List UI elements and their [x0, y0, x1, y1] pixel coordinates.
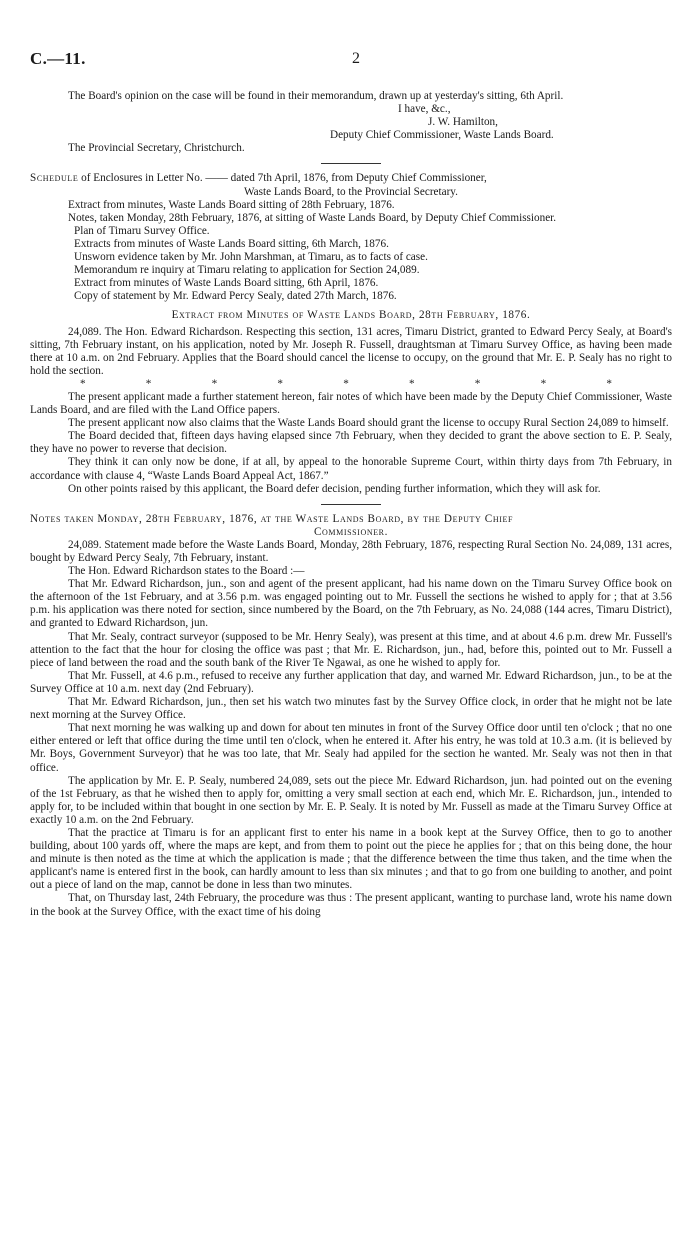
extract-heading: Extract from Minutes of Waste Lands Board, 28th February, 1876. [171, 309, 531, 322]
extract-paragraph: 24,089. The Hon. Edward Richardson. Respecting this section, 131 acres, Timaru District, granted to Edward Percy Sealy, at Board's sitting, 7th February instant, on his application, noted by Mr. Joseph R. Fussell, draughtsman at Timaru Survey Office, as having been made there at 10 a.m. on 2nd February. Applies that the Board should cancel the license to occupy, on the ground that Mr. E. P. Sealy has no right to hold the section. [30, 325, 672, 377]
notes-paragraph: That, on Thursday last, 24th February, the procedure was thus : The present applicant, wanting to purchase land, wrote his name down in the book at the Survey Office, with the exact time of his doing [30, 892, 672, 918]
signature-name: J. W. Hamilton, [428, 116, 498, 129]
signature-title: Deputy Chief Commissioner, Waste Lands Board. [330, 129, 554, 142]
notes-paragraph: The Hon. Edward Richardson states to the Board :— [68, 565, 305, 578]
notes-paragraph: The application by Mr. E. P. Sealy, numbered 24,089, sets out the piece Mr. Edward Richardson, jun. had pointed out on the evening of the 1st February, as that he wished then to apply for, omitting a very small section at each end, which Mr. E. Richardson, jun., intended to apply for, to be included within that bought in one section by Mr. E. P. Sealy. It is noted by Mr. Fussell as made at the Timaru Survey Office at exactly 10 a.m. on the 2nd February. [30, 774, 672, 826]
star: * [408, 377, 415, 390]
page-number: 2 [352, 50, 360, 67]
letter-closing-line: I have, &c., [398, 103, 451, 116]
extract-paragraph: They think it can only now be done, if at all, by appeal to the honorable Supreme Court, within thirty days from 7th February, in accordance with clause 4, “Waste Lands Board Appeal Act, 1867.” [30, 456, 672, 482]
section-divider [321, 504, 381, 505]
notes-paragraph: That next morning he was walking up and down for about ten minutes in front of the Survey Office door until ten o'clock ; that no one either entered or left that office during the time until ten o'clock, when he entered it. After his entry, he was told at 10.3 a.m. (it is believed by Mr. Boys, Government Surveyor) that he was too late, that Mr. Sealy had appiled for the section he wanted. Mr. Sealy was not then in that office. [30, 722, 672, 774]
page-header [30, 49, 672, 72]
schedule-of-enclosures [30, 172, 672, 303]
notes-paragraph: That Mr. Fussell, at 4.6 p.m., refused to receive any further application that day, and warned Mr. Edward Richardson, jun., to be at the Survey Office at 10 a.m. next day (2nd February). [30, 669, 672, 695]
ellipsis-stars [30, 378, 672, 391]
star: * [277, 377, 283, 390]
extract-paragraph: On other points raised by this applicant, the Board defer decision, pending further information, which they will ask for. [68, 482, 601, 495]
notes-heading: Notes taken Monday, 28th February, 1876, at the Waste Lands Board, by the Deputy Chief [30, 512, 514, 525]
schedule-item: Extract from minutes, Waste Lands Board sitting of 28th February, 1876. [68, 198, 395, 211]
schedule-item: Extract from minutes of Waste Lands Board sitting, 6th April, 1876. [74, 277, 379, 290]
schedule-heading-label: Schedule [30, 172, 79, 185]
schedule-item: Unsworn evidence taken by Mr. John Marshman, at Timaru, as to facts of case. [74, 251, 428, 264]
extract-paragraph: The present applicant made a further statement hereon, fair notes of which have been made by the Deputy Chief Commissioner, Waste Lands Board, and are filed with the Land Office papers. [30, 390, 672, 417]
star: * [540, 377, 547, 390]
notes-paragraph: 24,089. Statement made before the Waste Lands Board, Monday, 28th February, 1876, respecting Rural Section No. 24,089, 131 acres, bought by Edward Percy Sealy, 7th February, instant. [30, 538, 672, 564]
notes-paragraph: That Mr. Edward Richardson, jun., son and agent of the present applicant, had his name down on the Timaru Survey Office book on the afternoon of the 1st February, and at 3.56 p.m. was engaged pointing out to Mr. Fussell the sections he wished to apply for ; that at 3.56 p.m. his application was there noted for section, since numbered by the Board, on the 7th February, as No. 24,088 (144 acres, Timaru District), and granted to Edward Richardson, jun. [30, 578, 672, 630]
star: * [474, 377, 481, 390]
schedule-item: Plan of Timaru Survey Office. [74, 224, 210, 237]
schedule-item: Extracts from minutes of Waste Lands Board sitting, 6th March, 1876. [74, 237, 389, 250]
star: * [80, 377, 86, 390]
star: * [211, 377, 218, 390]
extract-paragraph: The present applicant now also claims that the Waste Lands Board should grant the license to occupy Rural Section 24,089 to himself. [68, 417, 669, 430]
addressee: The Provincial Secretary, Christchurch. [68, 142, 245, 155]
letter-closing [30, 90, 672, 155]
star: * [606, 377, 612, 390]
document-reference: C.—11. [30, 49, 86, 68]
notes-paragraph: That Mr. Edward Richardson, jun., then set his watch two minutes fast by the Survey Office clock, in order that he might not be late next morning at the Survey Office. [30, 696, 672, 722]
star: * [145, 377, 152, 390]
schedule-heading-line2: Waste Lands Board, to the Provincial Secretary. [244, 185, 458, 198]
notes-paragraph: That Mr. Sealy, contract surveyor (supposed to be Mr. Henry Sealy), was present at this time, and at about 4.6 p.m. drew Mr. Fussell's attention to the fact that the hour for closing the office was past ; that Mr. E. Richardson, jun., had, before this, pointed out to Mr. Fussell a piece of land between the road and the south bank of the River Te Ngawai, as one he wished to apply for. [30, 630, 672, 669]
document-body [30, 90, 672, 919]
schedule-item: Notes, taken Monday, 28th February, 1876, at sitting of Waste Lands Board, by Deputy Chief Commissioner. [68, 211, 557, 224]
letter-paragraph: The Board's opinion on the case will be found in their memorandum, drawn up at yesterday's sitting, 6th April. [68, 90, 564, 102]
schedule-item: Memorandum re inquiry at Timaru relating to application for Section 24,089. [74, 264, 420, 277]
notes-section [30, 513, 672, 919]
notes-heading-line2: Commissioner. [313, 525, 389, 538]
notes-paragraph: That the practice at Timaru is for an applicant first to enter his name in a book kept at the Survey Office, then to go to another building, about 100 yards off, where the maps are kept, and from them to point out the piece he applies for ; that on this being done, the hour and minute is then noted as the time at which the application is made ; that the difference between the time thus taken, and the time when the applicant's name is entered first in the book, can hardly amount to less than six minutes ; and that to go from one building to another, and point out a piece of land on the map, cannot be done in less than two minutes. [30, 826, 672, 892]
schedule-heading [30, 172, 672, 185]
schedule-item: Copy of statement by Mr. Edward Percy Sealy, dated 27th March, 1876. [74, 290, 397, 303]
section-divider [321, 163, 381, 164]
extract-from-minutes [30, 309, 672, 495]
star: * [343, 377, 349, 390]
schedule-heading-text: of Enclosures in Letter No. —— dated 7th April, 1876, from Deputy Chief Commissioner, [78, 172, 487, 185]
extract-paragraph: The Board decided that, fifteen days having elapsed since 7th February, when they decided to grant the above section to E. P. Sealy, they have no power to reverse that decision. [30, 430, 672, 456]
